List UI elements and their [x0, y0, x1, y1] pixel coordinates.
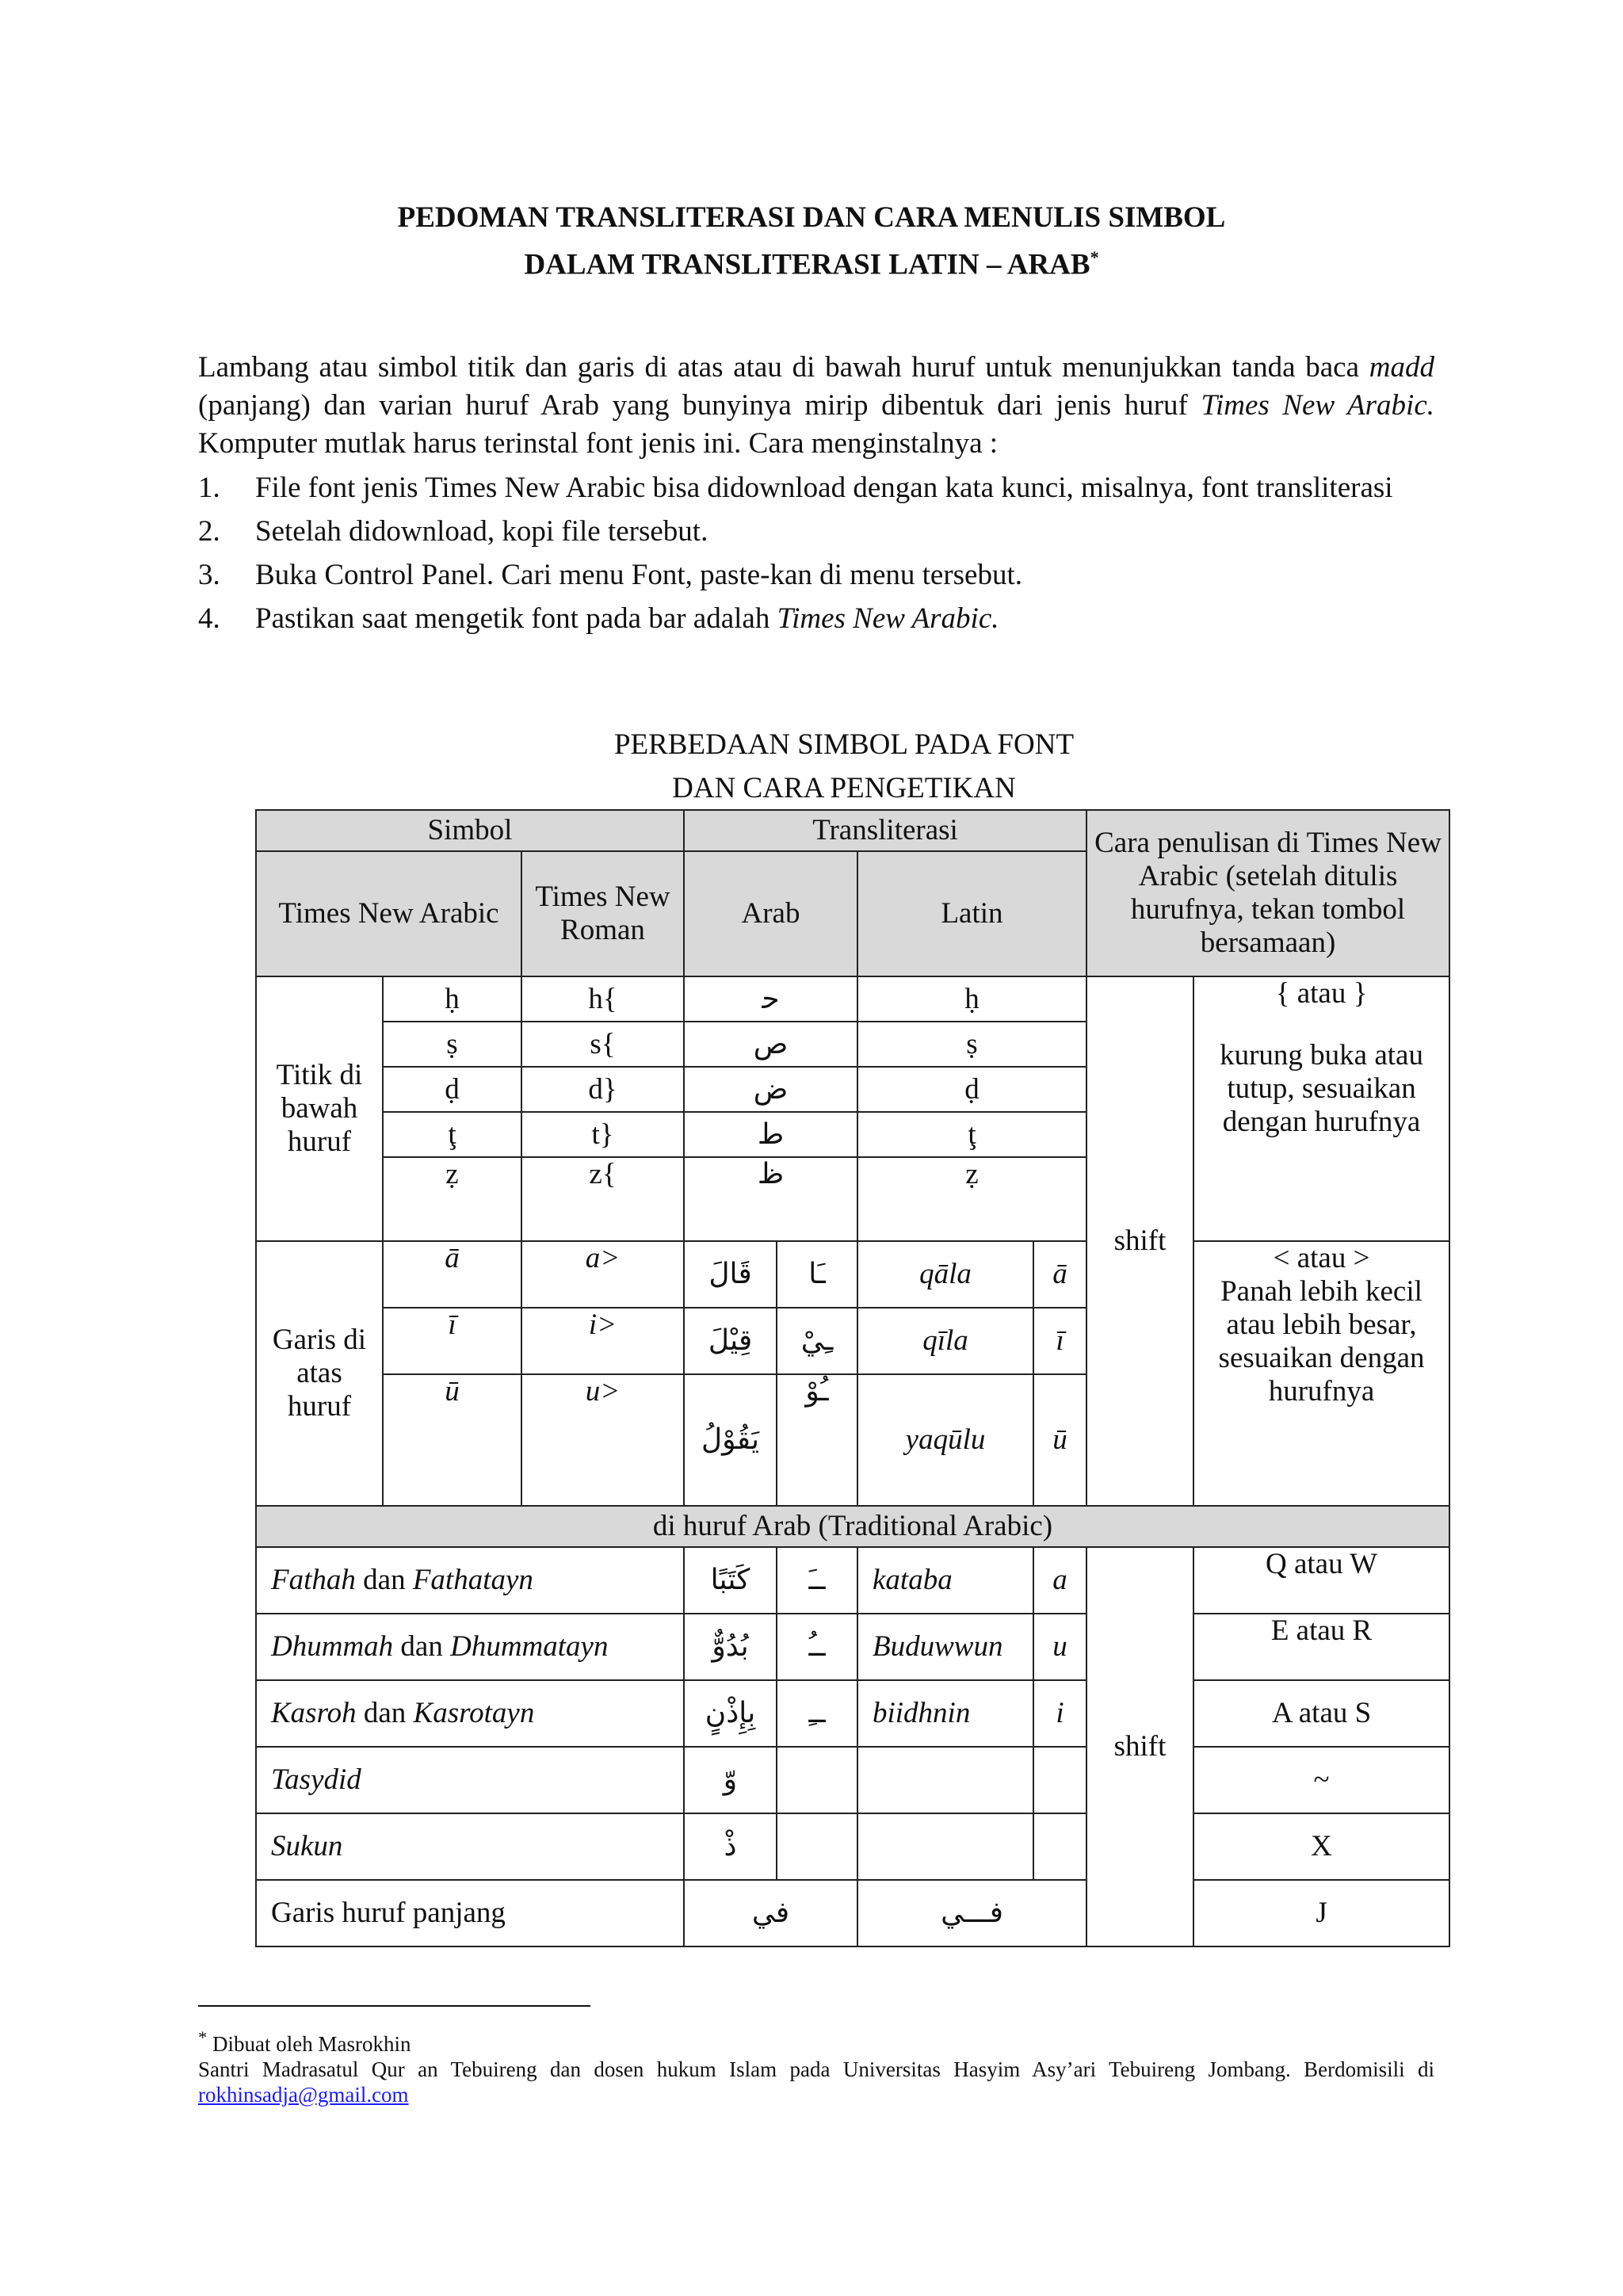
table-cell: ţ [857, 1112, 1086, 1157]
table-cell: A atau S [1193, 1680, 1449, 1747]
table-cell: ī [1033, 1308, 1086, 1374]
table-cell: kataba [857, 1547, 1033, 1614]
table-cell: ṣ [857, 1022, 1086, 1067]
header-latin: Latin [857, 851, 1086, 976]
note-arrow: < atau > Panah lebih kecil atau lebih besar, sesuaikan dengan hurufnya [1193, 1241, 1449, 1506]
table-cell: كَتَبًا [684, 1547, 777, 1614]
table-cell [857, 1747, 1033, 1813]
table-cell: E atau R [1193, 1614, 1449, 1680]
table-cell: ــِ [777, 1680, 857, 1747]
table-cell: ū [1033, 1374, 1086, 1506]
table-cell: Sukun [256, 1813, 684, 1880]
group-titik: Titik di bawah huruf [256, 976, 383, 1241]
table-cell: a [1033, 1547, 1086, 1614]
intro-paragraph: Lambang atau simbol titik dan garis di atas atau di bawah huruf untuk menunjukkan tanda baca madd (panjang) dan varian huruf Arab yang bunyinya mirip dibentuk dari jenis huruf Times New Arabic. Komputer mutlak harus terinstal font jenis ini. Cara menginstalnya : [198, 351, 1435, 460]
table-cell: a> [521, 1241, 684, 1308]
table-cell: ẓ [857, 1157, 1086, 1241]
table-cell: u [1033, 1614, 1086, 1680]
table-cell: biidhnin [857, 1680, 1033, 1747]
shift-cell-1: shift [1086, 976, 1193, 1506]
table-cell: قِيْلَ [684, 1308, 777, 1374]
table-cell: ص [684, 1022, 857, 1067]
table-cell: Q atau W [1193, 1547, 1449, 1614]
table-cell [777, 1747, 857, 1813]
table-row [256, 1747, 1449, 1813]
table-cell: i [1033, 1680, 1086, 1747]
table-cell: ḥ [857, 976, 1086, 1022]
table-cell: يَقُوْلُ [684, 1374, 777, 1506]
table-cell: وّ [684, 1747, 777, 1813]
table-row [256, 1614, 1449, 1680]
footnote-divider [198, 2005, 590, 2007]
table-row [256, 1547, 1449, 1614]
table-row [256, 976, 1449, 1022]
table-cell: ظ [684, 1157, 857, 1241]
table-cell: d} [521, 1067, 684, 1112]
table-cell: X [1193, 1813, 1449, 1880]
table-cell: ط [684, 1112, 857, 1157]
table-cell: Tasydid [256, 1747, 684, 1813]
table-cell: z{ [521, 1157, 684, 1241]
table-cell: ـُوْ [777, 1374, 857, 1506]
note-bracket: { atau } kurung buka atau tutup, sesuaikan dengan hurufnya [1193, 976, 1449, 1241]
title-line-2: DALAM TRANSLITERASI LATIN – ARAB* [524, 247, 1099, 281]
table-cell: Fathah dan Fathatayn [256, 1547, 684, 1614]
subheader-traditional-arabic: di huruf Arab (Traditional Arabic) [256, 1506, 1449, 1547]
table-cell: ḍ [383, 1067, 521, 1112]
table-cell: ـِيْ [777, 1308, 857, 1374]
table-cell: ــَ [777, 1547, 857, 1614]
header-arab: Arab [684, 851, 857, 976]
group-garis: Garis di atas huruf [256, 1241, 383, 1506]
table-cell: qāla [857, 1241, 1033, 1308]
table-row [256, 1813, 1449, 1880]
table-cell: u> [521, 1374, 684, 1506]
list-item: 3. Buka Control Panel. Cari menu Font, paste-kan di menu tersebut. [198, 559, 1022, 591]
email-link[interactable]: rokhinsadja@gmail.com [198, 2083, 409, 2107]
header-times-new-roman: Times New Roman [521, 851, 684, 976]
header-simbol: Simbol [256, 810, 684, 851]
header-transliterasi: Transliterasi [684, 810, 1086, 851]
header-cara: Cara penulisan di Times New Arabic (setelah ditulis hurufnya, tekan tombol bersamaan) [1086, 810, 1449, 976]
table-cell: ẓ [383, 1157, 521, 1241]
table-cell: فـــي [857, 1880, 1086, 1946]
table-cell: ذْ [684, 1813, 777, 1880]
table-cell: i> [521, 1308, 684, 1374]
table-row [256, 1880, 1449, 1946]
table-cell: ~ [1193, 1747, 1449, 1813]
table-cell: ﺣ [684, 976, 857, 1022]
table-cell [1033, 1813, 1086, 1880]
table-cell: ţ [383, 1112, 521, 1157]
footnote: * Dibuat oleh Masrokhin Santri Madrasatul Qur an Tebuireng dan dosen hukum Islam pada Universitas Hasyim Asy’ari Tebuireng Jombang. Berdomisili di rokhinsadja@gmail.com [198, 2027, 1434, 2107]
table-cell: Garis huruf panjang [256, 1880, 684, 1946]
table-caption: PERBEDAAN SIMBOL PADA FONT DAN CARA PENGETIKAN [613, 728, 1075, 804]
table-cell: Dhummah dan Dhummatayn [256, 1614, 684, 1680]
table-cell: yaqūlu [857, 1374, 1033, 1506]
table-cell: ṣ [383, 1022, 521, 1067]
table-cell: ـَا [777, 1241, 857, 1308]
table-cell [1033, 1747, 1086, 1813]
table-cell: Buduwwun [857, 1614, 1033, 1680]
symbol-table [255, 809, 1450, 1947]
table-cell: بِإِذْنٍ [684, 1680, 777, 1747]
table-cell: قَالَ [684, 1241, 777, 1308]
table-cell: ḍ [857, 1067, 1086, 1112]
table-cell: Kasroh dan Kasrotayn [256, 1680, 684, 1747]
table-cell: t} [521, 1112, 684, 1157]
install-steps [198, 466, 1434, 640]
table-cell: s{ [521, 1022, 684, 1067]
footnote-ref[interactable]: * [1090, 247, 1099, 267]
table-cell: ā [383, 1241, 521, 1308]
table-cell [857, 1813, 1033, 1880]
list-item: 1. File font jenis Times New Arabic bisa didownload dengan kata kunci, misalnya, font transliterasi [198, 472, 1393, 504]
table-cell: ض [684, 1067, 857, 1112]
table-row [256, 1680, 1449, 1747]
table-cell: بُدُوٌّ [684, 1614, 777, 1680]
list-item: 4. Pastikan saat mengetik font pada bar adalah Times New Arabic. [198, 602, 999, 635]
table-cell: ā [1033, 1241, 1086, 1308]
table-cell: ḥ [383, 976, 521, 1022]
table-cell: ū [383, 1374, 521, 1506]
table-cell: h{ [521, 976, 684, 1022]
table-row [256, 1241, 1449, 1308]
shift-cell-2: shift [1086, 1547, 1193, 1946]
list-item: 2. Setelah didownload, kopi file tersebut. [198, 515, 708, 548]
table-cell: qīla [857, 1308, 1033, 1374]
table-cell: ī [383, 1308, 521, 1374]
table-cell: في [684, 1880, 857, 1946]
table-cell: J [1193, 1880, 1449, 1946]
title-line-1: PEDOMAN TRANSLITERASI DAN CARA MENULIS SIMBOL [397, 201, 1226, 234]
header-times-new-arabic: Times New Arabic [256, 851, 521, 976]
table-cell: ــُ [777, 1614, 857, 1680]
table-cell [777, 1813, 857, 1880]
page-title [0, 198, 1623, 285]
